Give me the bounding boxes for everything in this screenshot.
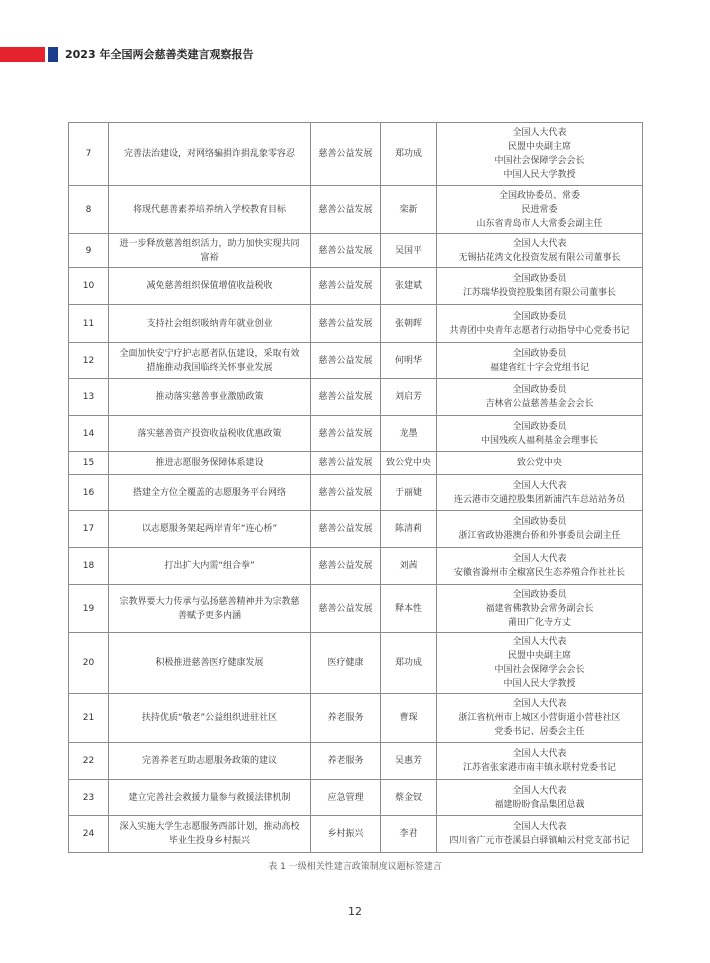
proposer-title-cell xyxy=(437,475,643,511)
proposer-cell: 何明华 xyxy=(381,343,437,379)
proposal-line: 富裕 xyxy=(200,252,219,263)
table-body xyxy=(69,123,643,853)
proposer-title-line: 全国政协委员 xyxy=(512,348,567,359)
proposer-title-line: 全国人大代表 xyxy=(512,238,567,249)
proposals-table xyxy=(68,122,643,853)
row-number: 12 xyxy=(69,343,109,379)
table-row xyxy=(69,585,643,633)
proposer-title-line: 全国人大代表 xyxy=(512,637,567,647)
proposal-line: 全面加快安宁疗护志愿者队伍建设，采取有效 xyxy=(119,348,300,359)
proposer-title-line: 全国政协委员 xyxy=(512,589,567,600)
proposer-title-line: 全国人大代表 xyxy=(512,822,567,832)
proposer-title-cell xyxy=(437,305,643,343)
proposer-title-line: 中国人民大学教授 xyxy=(503,679,576,689)
table-row xyxy=(69,379,643,416)
proposer-title-line: 全国人大代表 xyxy=(512,480,567,491)
proposer-cell: 郑功成 xyxy=(381,633,437,694)
row-number: 22 xyxy=(69,743,109,780)
header-red-bar xyxy=(0,47,45,62)
proposer-cell: 李君 xyxy=(381,816,437,853)
proposal-line: 深入实施大学生志愿服务西部计划，推动高校 xyxy=(119,822,300,832)
proposer-title-line: 浙江省杭州市上城区小营街道小营巷社区 xyxy=(458,713,621,723)
table-row xyxy=(69,548,643,585)
proposer-title-line: 安徽省滁州市全椒富民生态养殖合作社社长 xyxy=(453,568,625,578)
proposal-line: 善赋予更多内涵 xyxy=(177,610,241,621)
category-cell: 慈善公益发展 xyxy=(311,343,381,379)
row-number: 20 xyxy=(69,633,109,694)
table-row xyxy=(69,511,643,548)
category-cell: 养老服务 xyxy=(311,743,381,780)
table-row xyxy=(69,452,643,475)
proposer-title-cell xyxy=(437,743,643,780)
proposal-line: 支持社会组织吸纳青年就业创业 xyxy=(146,318,273,329)
table-row xyxy=(69,305,643,343)
proposer-title-line: 莆田广化寺方丈 xyxy=(507,617,571,628)
proposal-cell xyxy=(109,343,311,379)
category-cell: 慈善公益发展 xyxy=(311,548,381,585)
proposer-title-cell xyxy=(437,585,643,633)
proposal-line: 落实慈善资产投资收益税收优惠政策 xyxy=(137,428,282,439)
category-cell: 慈善公益发展 xyxy=(311,234,381,268)
proposal-cell xyxy=(109,268,311,305)
proposal-line: 进一步释放慈善组织活力，助力加快实现共同 xyxy=(119,238,300,249)
proposal-line: 减免慈善组织保值增值收益税收 xyxy=(146,281,273,291)
proposer-title-cell xyxy=(437,511,643,548)
proposer-title-line: 全国政协委员 xyxy=(512,385,567,395)
table-row xyxy=(69,780,643,816)
proposal-line: 积极推进慈善医疗健康发展 xyxy=(155,658,264,668)
row-number: 24 xyxy=(69,816,109,853)
proposal-cell xyxy=(109,123,311,186)
table-row xyxy=(69,694,643,743)
category-cell: 慈善公益发展 xyxy=(311,379,381,416)
proposer-title-cell xyxy=(437,694,643,743)
proposal-line: 完善养老互助志愿服务政策的建议 xyxy=(141,756,277,766)
category-cell: 慈善公益发展 xyxy=(311,511,381,548)
table-row xyxy=(69,416,643,452)
proposer-title-line: 全国人大代表 xyxy=(512,128,567,138)
proposer-cell: 蔡金钗 xyxy=(381,780,437,816)
proposal-line: 推进志愿服务保障体系建设 xyxy=(155,458,264,468)
proposal-cell xyxy=(109,548,311,585)
proposal-cell xyxy=(109,633,311,694)
row-number: 19 xyxy=(69,585,109,633)
proposer-title-line: 无锡拈花湾文化投资发展有限公司董事长 xyxy=(458,252,621,263)
proposer-title-line: 致公党中央 xyxy=(516,458,562,468)
category-cell: 应急管理 xyxy=(311,780,381,816)
table-row xyxy=(69,816,643,853)
proposal-cell xyxy=(109,452,311,475)
proposer-title-cell xyxy=(437,379,643,416)
table-row xyxy=(69,123,643,186)
proposer-title-line: 民盟中央副主席 xyxy=(507,142,571,152)
proposer-cell: 曹琛 xyxy=(381,694,437,743)
proposal-cell xyxy=(109,416,311,452)
proposer-cell: 张朝晖 xyxy=(381,305,437,343)
proposer-title-cell xyxy=(437,123,643,186)
proposer-title-line: 中国残疾人福利基金会理事长 xyxy=(480,435,598,446)
proposer-title-line: 全国人大代表 xyxy=(512,749,567,759)
proposer-title-cell xyxy=(437,268,643,305)
proposer-title-line: 山东省青岛市人大常委会副主任 xyxy=(476,218,603,229)
page-number: 12 xyxy=(348,905,362,918)
proposer-title-line: 中国社会保障学会会长 xyxy=(494,665,585,675)
proposer-title-line: 中国人民大学教授 xyxy=(503,170,576,180)
category-cell: 慈善公益发展 xyxy=(311,268,381,305)
proposer-title-line: 四川省广元市苍溪县白驿镇岫云村党支部书记 xyxy=(449,836,630,846)
category-cell: 慈善公益发展 xyxy=(311,452,381,475)
proposal-line: 建立完善社会救援力量参与救援法律机制 xyxy=(128,792,291,803)
proposal-line: 推动落实慈善事业激励政策 xyxy=(155,392,264,402)
proposer-title-line: 中国社会保障学会会长 xyxy=(494,156,585,166)
table-caption: 表 1 一级相关性建言政策制度议题标签建言 xyxy=(268,862,442,872)
row-number: 13 xyxy=(69,379,109,416)
proposer-title-cell xyxy=(437,186,643,234)
proposer-cell: 刘启芳 xyxy=(381,379,437,416)
row-number: 11 xyxy=(69,305,109,343)
proposal-cell xyxy=(109,379,311,416)
category-cell: 慈善公益发展 xyxy=(311,585,381,633)
proposal-line: 措施推动我国临终关怀事业发展 xyxy=(146,362,273,373)
proposer-cell: 刘茜 xyxy=(381,548,437,585)
proposer-title-line: 民盟中央副主席 xyxy=(507,651,571,661)
proposer-title-line: 江苏省张家港市南丰镇永联村党委书记 xyxy=(462,763,616,773)
proposer-title-line: 全国政协委员 xyxy=(512,517,567,527)
proposer-title-cell xyxy=(437,234,643,268)
proposal-line: 宗教界要大力传承与弘扬慈善精神并为宗教慈 xyxy=(119,596,300,607)
proposal-cell xyxy=(109,234,311,268)
proposal-cell xyxy=(109,585,311,633)
proposer-title-line: 福建省红十字会党组书记 xyxy=(489,362,589,373)
row-number: 14 xyxy=(69,416,109,452)
proposal-cell xyxy=(109,780,311,816)
row-number: 10 xyxy=(69,268,109,305)
proposal-cell xyxy=(109,816,311,853)
proposal-line: 将现代慈善素养培养纳入学校教育目标 xyxy=(132,204,286,215)
row-number: 18 xyxy=(69,548,109,585)
table-row xyxy=(69,633,643,694)
proposer-cell: 于丽婕 xyxy=(381,475,437,511)
proposer-title-line: 江苏瑞华投资控股集团有限公司董事长 xyxy=(462,288,616,298)
proposal-line: 完善法治建设，对网络骗捐诈捐乱象零容忍 xyxy=(123,149,295,159)
category-cell: 乡村振兴 xyxy=(311,816,381,853)
proposer-cell: 栾新 xyxy=(381,186,437,234)
proposer-cell: 吴国平 xyxy=(381,234,437,268)
header-blue-bar xyxy=(48,47,58,62)
row-number: 8 xyxy=(69,186,109,234)
category-cell: 慈善公益发展 xyxy=(311,123,381,186)
proposer-title-cell xyxy=(437,780,643,816)
proposer-cell: 张建斌 xyxy=(381,268,437,305)
row-number: 9 xyxy=(69,234,109,268)
proposer-title-line: 连云港市交通控股集团新浦汽车总站站务员 xyxy=(453,494,625,505)
proposer-title-line: 全国政协委员 xyxy=(512,421,567,432)
proposer-cell: 释本性 xyxy=(381,585,437,633)
proposer-cell: 龙墨 xyxy=(381,416,437,452)
proposer-title-line: 全国政协委员 xyxy=(512,311,567,322)
proposer-title-cell xyxy=(437,416,643,452)
category-cell: 慈善公益发展 xyxy=(311,416,381,452)
table-row xyxy=(69,475,643,511)
proposal-line: 毕业生投身乡村振兴 xyxy=(168,836,250,846)
proposer-title-line: 浙江省政协港澳台侨和外事委员会副主任 xyxy=(458,531,621,541)
proposer-title-line: 全国人大代表 xyxy=(512,554,567,564)
proposal-line: 以志愿服务架起两岸青年“连心桥” xyxy=(141,524,278,534)
proposal-cell xyxy=(109,475,311,511)
proposal-cell xyxy=(109,305,311,343)
row-number: 7 xyxy=(69,123,109,186)
proposer-title-cell xyxy=(437,548,643,585)
proposal-cell xyxy=(109,511,311,548)
table-row xyxy=(69,343,643,379)
table-row xyxy=(69,234,643,268)
proposer-title-line: 全国人大代表 xyxy=(512,785,567,796)
category-cell: 慈善公益发展 xyxy=(311,186,381,234)
proposer-title-line: 共青团中央青年志愿者行动指导中心党委书记 xyxy=(449,325,630,336)
proposer-title-line: 全国人大代表 xyxy=(512,699,567,709)
proposer-title-line: 民进常委 xyxy=(521,204,558,215)
table-row xyxy=(69,186,643,234)
proposer-cell: 郑功成 xyxy=(381,123,437,186)
proposer-title-cell xyxy=(437,452,643,475)
proposer-cell: 陈清莉 xyxy=(381,511,437,548)
proposer-cell: 致公党中央 xyxy=(381,452,437,475)
proposal-line: 扶持优质“敬老”公益组织进驻社区 xyxy=(141,713,278,723)
proposal-cell xyxy=(109,694,311,743)
row-number: 23 xyxy=(69,780,109,816)
proposer-title-line: 福建盼盼食品集团总裁 xyxy=(494,799,585,810)
proposer-title-cell xyxy=(437,633,643,694)
category-cell: 医疗健康 xyxy=(311,633,381,694)
table-row xyxy=(69,743,643,780)
proposer-title-line: 全国政协委员 xyxy=(512,274,567,284)
proposal-cell xyxy=(109,186,311,234)
proposer-cell: 吴惠芳 xyxy=(381,743,437,780)
row-number: 17 xyxy=(69,511,109,548)
report-title: 2023 年全国两会慈善类建言观察报告 xyxy=(65,48,254,61)
table-row xyxy=(69,268,643,305)
proposer-title-cell xyxy=(437,816,643,853)
proposal-line: 搭建全方位全覆盖的志愿服务平台网络 xyxy=(132,487,286,498)
proposer-title-line: 全国政协委员、常委 xyxy=(498,190,580,201)
row-number: 15 xyxy=(69,452,109,475)
proposer-title-line: 福建省佛教协会常务副会长 xyxy=(485,603,594,614)
proposal-cell xyxy=(109,743,311,780)
proposer-title-line: 吉林省公益慈善基金会会长 xyxy=(485,399,594,409)
proposal-line: 打出扩大内需“组合拳” xyxy=(164,561,255,571)
row-number: 16 xyxy=(69,475,109,511)
category-cell: 养老服务 xyxy=(311,694,381,743)
category-cell: 慈善公益发展 xyxy=(311,475,381,511)
category-cell: 慈善公益发展 xyxy=(311,305,381,343)
proposer-title-cell xyxy=(437,343,643,379)
proposer-title-line: 党委书记、居委会主任 xyxy=(494,727,585,737)
row-number: 21 xyxy=(69,694,109,743)
